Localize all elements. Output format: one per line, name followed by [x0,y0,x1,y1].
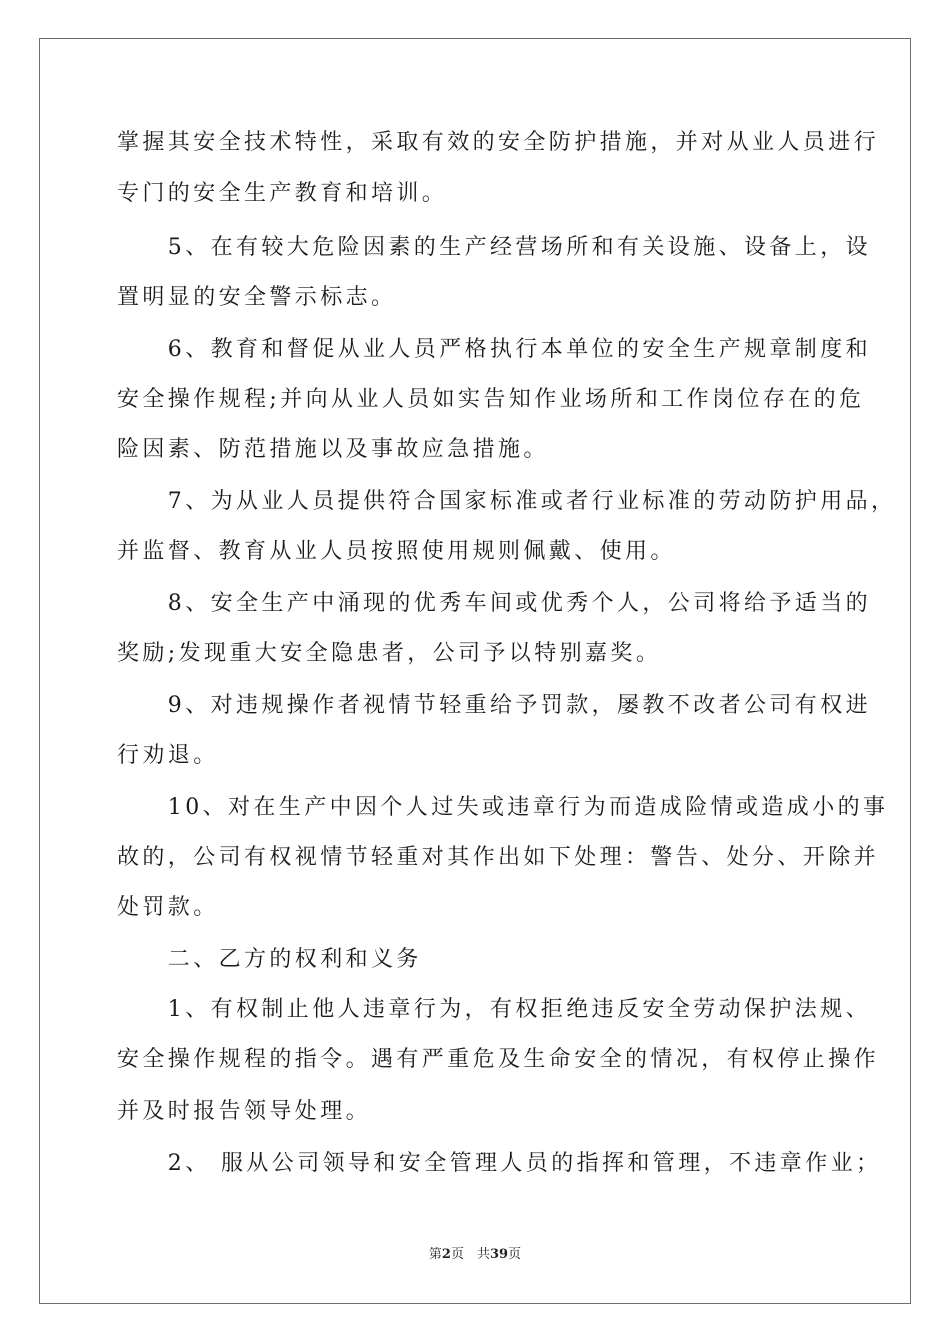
footer-prefix: 第 [428,1247,442,1262]
page-footer [0,1246,950,1264]
total-pages-number: 39 [489,1247,509,1262]
text-line: 10、对在生产中因个人过失或违章行为而造成险情或造成小的事 [117,795,889,820]
text-line: 安全操作规程;并向从业人员如实告知作业场所和工作岗位存在的危 [117,387,865,412]
text-line: 奖励;发现重大安全隐患者，公司予以特别嘉奖。 [117,641,662,666]
text-line: 故的，公司有权视情节轻重对其作出如下处理：警告、处分、开除并 [117,845,880,870]
text-line: 5、在有较大危险因素的生产经营场所和有关设施、设备上，设 [117,235,871,260]
text-line: 掌握其安全技术特性，采取有效的安全防护措施，并对从业人员进行 [117,130,880,155]
text-line: 2、 服从公司领导和安全管理人员的指挥和管理，不违章作业； [117,1151,882,1176]
section-heading: 二、乙方的权利和义务 [117,947,422,972]
footer-suffix: 页 [508,1247,522,1262]
text-line: 并及时报告领导处理。 [117,1099,372,1124]
text-line: 8、安全生产中涌现的优秀车间或优秀个人，公司将给予适当的 [117,591,871,616]
text-line: 置明显的安全警示标志。 [117,285,397,310]
text-line: 险因素、防范措施以及事故应急措施。 [117,437,549,462]
footer-mid: 页 共 [450,1247,490,1262]
text-line: 7、为从业人员提供符合国家标准或者行业标准的劳动防护用品， [117,489,897,514]
text-line: 行劝退。 [117,743,219,768]
text-line: 专门的安全生产教育和培训。 [117,181,448,206]
text-line: 并监督、教育从业人员按照使用规则佩戴、使用。 [117,539,676,564]
text-line: 6、教育和督促从业人员严格执行本单位的安全生产规章制度和 [117,337,871,362]
text-line: 9、对违规操作者视情节轻重给予罚款，屡教不改者公司有权进 [117,693,871,718]
text-line: 处罚款。 [117,895,219,920]
text-line: 1、有权制止他人违章行为，有权拒绝违反安全劳动保护法规、 [117,997,871,1022]
current-page-number: 2 [441,1247,451,1262]
text-line: 安全操作规程的指令。遇有严重危及生命安全的情况，有权停止操作 [117,1047,880,1072]
